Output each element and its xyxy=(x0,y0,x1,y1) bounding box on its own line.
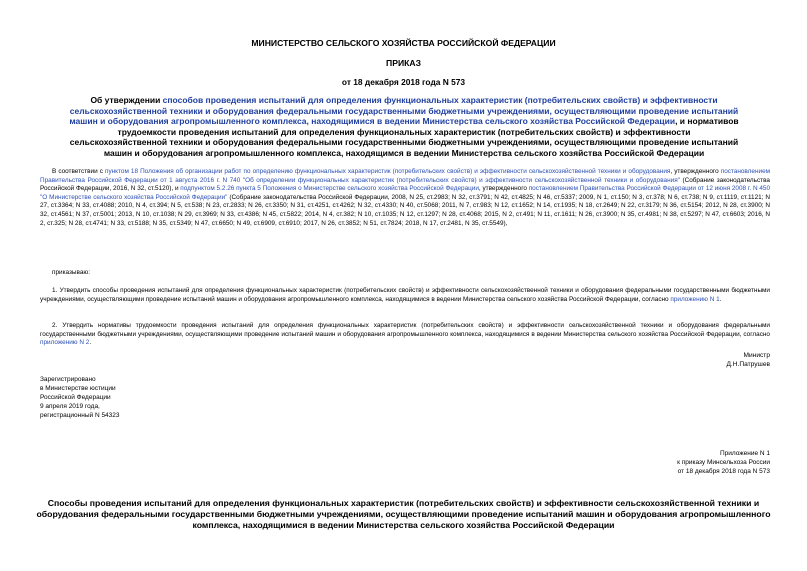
link-resolution-740[interactable]: постановлением Правительства Российской Федерации от 1 августа 2016 г. N 740 "Об определении функциональных характеристик (потребительских свойств) и эффективности сельскохозяйственной техники и оборудования" xyxy=(40,168,771,184)
order-word-text: приказываю: xyxy=(52,269,90,276)
registration-number: регистрационный N 54323 xyxy=(40,411,120,419)
signature-name: Д.Н.Патрушев xyxy=(726,360,770,368)
document-type: ПРИКАЗ xyxy=(386,58,421,68)
link-appendix-2[interactable]: приложению N 2 xyxy=(40,339,90,347)
clause-1 xyxy=(40,287,770,304)
signature-position: Министр xyxy=(743,352,770,359)
clause-1-end: . xyxy=(719,295,722,303)
order-title-rest: , и нормативов трудоемкости проведения испытаний для определения функциональных характеристик (потребительских свойств) и эффективности сельскохозяйственной техники и оборудования федеральными государственными бюджетными учреждениями, осуществляющими проведение испытаний машин и оборудования агропромышленного комплекса, находящимся в ведении Министерства сельского хозяйства Российской Федерации xyxy=(69,116,739,158)
registration-line: Российской Федерации xyxy=(40,393,111,401)
order-title-link[interactable]: способов проведения испытаний для определения функциональных характеристик (потребительских свойств) и эффективности сельскохозяйственной техники и оборудования федеральными государственными бюджетными учреждениями, осуществляющими проведение испытаний машин и оборудования агропромышленного комплекса, находящимися в ведении Министерства сельского хозяйства Российской Федерации xyxy=(69,95,739,127)
document-date-number: от 18 декабря 2018 года N 573 xyxy=(341,77,466,87)
appendix-number: Приложение N 1 xyxy=(719,450,770,457)
order-title-prefix: Об утверждении xyxy=(90,95,163,105)
appendix-header xyxy=(677,449,770,477)
registration-line: Зарегистрировано xyxy=(40,376,96,383)
appendix-reference: к приказу Минсельхоза России xyxy=(677,459,770,467)
link-appendix-1[interactable]: приложению N 1 xyxy=(670,295,720,303)
preamble-text: (Собрание законодательства Российской Федерации, 2008, N 25, ст.2983; N 32, ст.3791; N 42, ст.4825; N 46, ст.5337; 2009, N 1, ст.150; N 3, ст.378; N 6, ст.738; N 9, ст.1119, ст.1121; N 27, ст.3364; N 33, ст.4088; 2010, N 4, ст.394; N 5, ст.538; N 23, ст.2833; N 26, ст.3350; N 31, ст.4251, ст.4262; N 32, ст.4330; N 40, ст.5068; 2011, N 7, ст.983; N 12, ст.1652; N 14, ст.1935; N 18, ст.2649; N 22, ст.3179; N 36, ст.5154; 2012, N 28, ст.3900; N 32, ст.4561; N 37, ст.5001; 2013, N 10, ст.1038; N 29, ст.3969; N 33, ст.4386; N 45, ст.5822; 2014, N 4, ст.382; N 10, ст.1035; N 12, ст.1297; N 28, ст.4068; 2015, N 2, ст.491; N 11, ст.1611; N 26, ст.3900; N 35, ст.4981; N 38, ст.5297; N 47, ст.6603; 2016, N 2, ст.325; N 28, ст.4741; N 33, ст.5188; N 35, ст.5349; N 47, ст.6650; N 49, ст.6909, ст.6910; 2017, N 26, ст.3852; N 51, ст.7824; 2018, N 17, ст.2481, N 35, ст.5549), xyxy=(40,193,771,227)
appendix-title: Способы проведения испытаний для определения функциональных характеристик (потребительских свойств) и эффективности сельскохозяйственной техники и оборудования федеральными государственными бюджетными учреждениями, осуществляющими проведение испытаний машин и оборудования агропромышленного комплекса, находящимися в ведении Министерства сельского хозяйства Российской Федерации xyxy=(36,498,771,530)
preamble-text: , утвержденного xyxy=(478,185,529,193)
preamble-text: (Собрание законодательства Российской Федерации, 2016, N 32, ст.5120), и xyxy=(40,176,770,193)
link-subpoint-5-2-26[interactable]: подпунктом 5.2.26 пункта 5 Положения о Министерстве сельского хозяйства Российской Федерации xyxy=(180,185,479,193)
preamble-text: В соответствии с xyxy=(52,168,105,175)
clause-2-text: 2. Утвердить нормативы трудоемкости проведения испытаний для определения функциональных характеристик (потребительских свойств) и эффективности сельскохозяйственной техники и оборудования федеральными государственными бюджетными учреждениями, осуществляющими проведение испытаний машин и оборудования агропромышленного комплекса, находящимися в ведении Министерства сельского хозяйства Российской Федерации, согласно xyxy=(40,322,770,338)
appendix-date: от 18 декабря 2018 года N 573 xyxy=(677,468,770,476)
ministry-heading: МИНИСТЕРСТВО СЕЛЬСКОГО ХОЗЯЙСТВА РОССИЙСКОЙ ФЕДЕРАЦИИ xyxy=(251,38,556,48)
signature-block xyxy=(726,352,770,370)
order-word xyxy=(40,269,770,278)
preamble-paragraph xyxy=(40,168,770,228)
registration-block xyxy=(40,376,120,421)
registration-line: в Министерстве юстиции xyxy=(40,384,116,392)
link-resolution-450[interactable]: постановлением Правительства Российской Федерации от 12 июня 2008 г. N 450 "О Министерстве сельского хозяйства Российской Федерации" xyxy=(40,185,771,201)
link-point-18[interactable]: пунктом 18 Положения об организации работ по определению функциональных характеристик (потребительских свойств) и эффективности сельскохозяйственной техники и оборудования xyxy=(104,168,671,175)
order-title xyxy=(68,95,740,159)
clause-2-end: . xyxy=(89,339,92,347)
clause-2 xyxy=(40,322,770,348)
preamble-text: , утвержденного xyxy=(670,168,721,175)
clause-1-text: 1. Утвердить способы проведения испытаний для определения функциональных характеристик (потребительских свойств) и эффективности сельскохозяйственной техники и оборудования федеральными государственными бюджетными учреждениями, осуществляющими проведение испытаний машин и оборудования агропромышленного комплекса, находящимися в ведении Министерства сельского хозяйства Российской Федерации, согласно xyxy=(40,287,770,303)
registration-date: 9 апреля 2019 года, xyxy=(40,402,100,410)
